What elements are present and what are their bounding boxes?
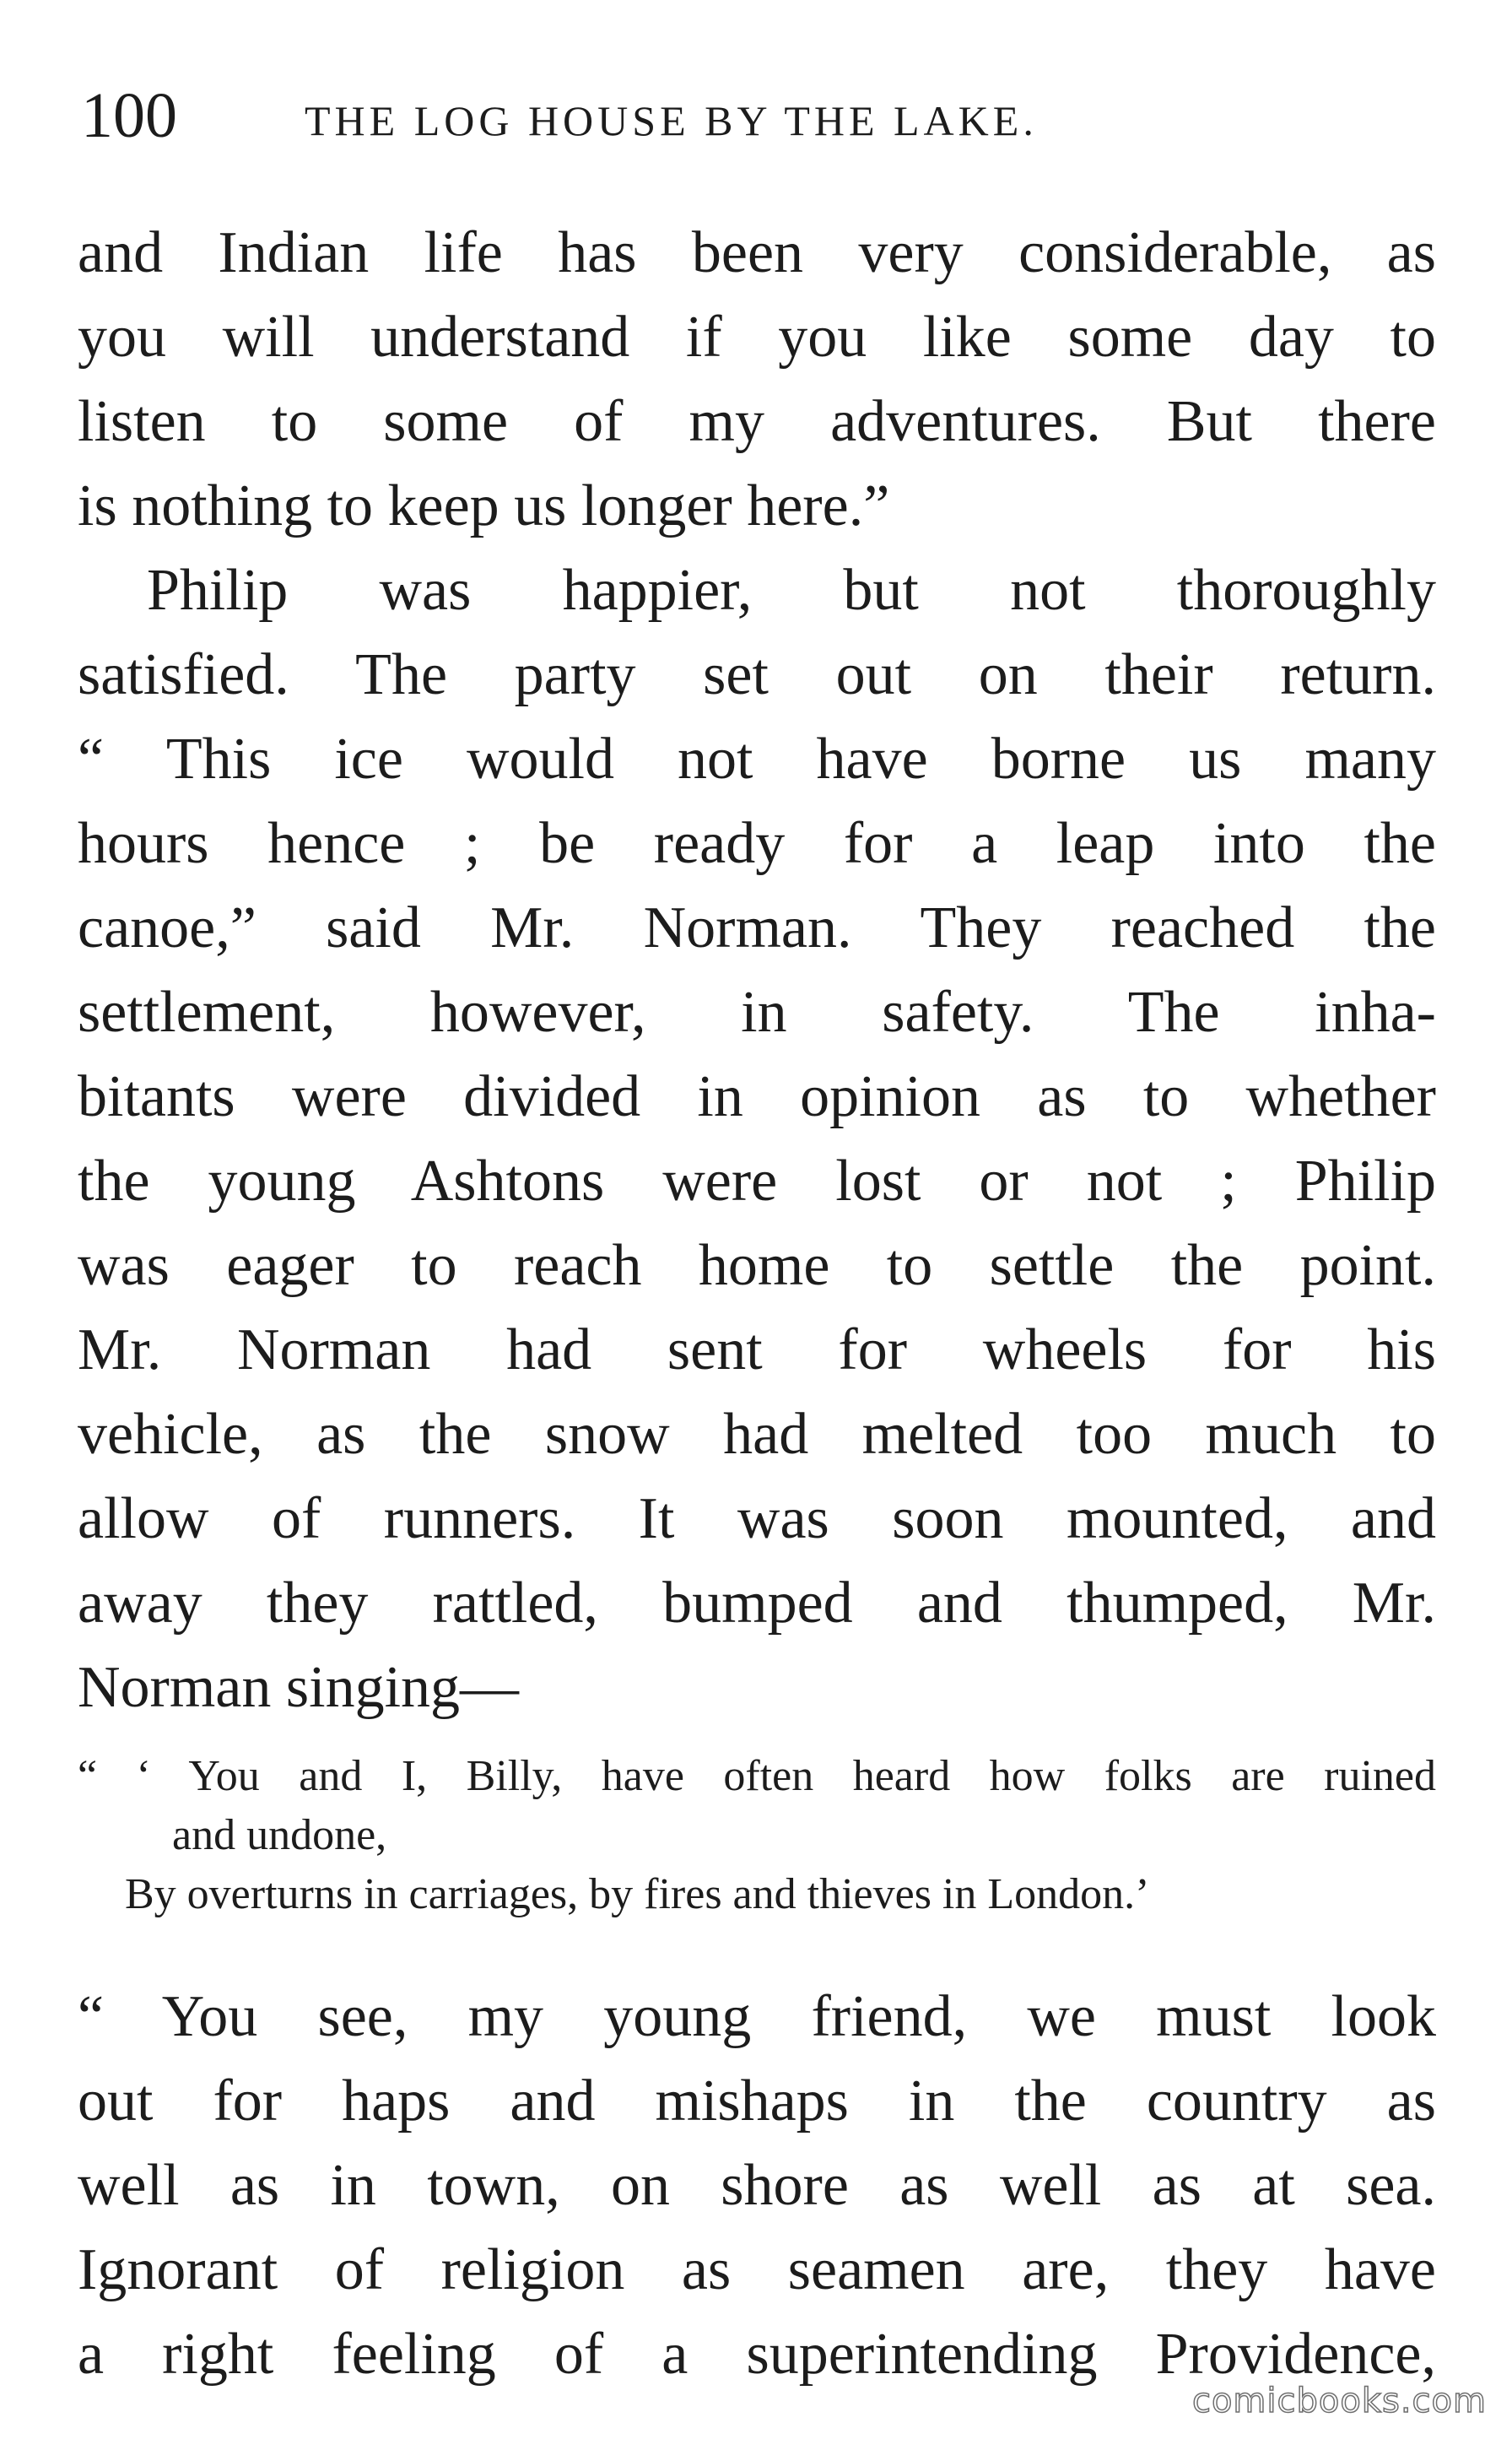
text-line: allow of runners. It was soon mounted, and — [78, 1486, 1436, 1551]
text-line: “ You see, my young friend, we must look — [78, 1984, 1436, 2049]
text-line: and Indian life has been very considerable, as — [78, 220, 1436, 285]
text-line: vehicle, as the snow had melted too much to — [78, 1402, 1436, 1467]
text-line: you will understand if you like some day to — [78, 305, 1436, 370]
text-line: Philip was happier, but not thoroughly — [147, 558, 1436, 623]
text-line: is nothing to keep us longer here.” — [78, 473, 890, 538]
text-line: was eager to reach home to settle the point. — [78, 1233, 1436, 1298]
verse-line: “ ‘ You and I, Billy, have often heard how folks are ruined — [78, 1752, 1436, 1800]
text-line: away they rattled, bumped and thumped, Mr. — [78, 1571, 1436, 1636]
text-line: satisfied. The party set out on their return. — [78, 642, 1436, 707]
text-line: Mr. Norman had sent for wheels for his — [78, 1317, 1436, 1382]
text-line: settlement, however, in safety. The inha- — [78, 980, 1436, 1045]
paragraph-you-see — [78, 1975, 1436, 2397]
watermark: comicbooks.com — [1191, 2382, 1487, 2420]
verse-line: and undone, — [172, 1811, 387, 1859]
verse-quotation — [78, 1747, 1436, 1924]
text-line: Norman singing— — [78, 1655, 520, 1720]
text-line: hours hence ; be ready for a leap into the — [78, 811, 1436, 876]
paragraph-continuation — [78, 211, 1436, 549]
page-header — [81, 78, 1431, 154]
text-line: Ignorant of religion as seamen are, they have — [78, 2237, 1436, 2302]
page-number: 100 — [81, 80, 177, 151]
text-line: out for haps and mishaps in the country as — [78, 2069, 1436, 2133]
text-line: “ This ice would not have borne us many — [78, 727, 1436, 792]
text-line: the young Ashtons were lost or not ; Philip — [78, 1149, 1436, 1214]
text-line: canoe,” said Mr. Norman. They reached the — [78, 895, 1436, 960]
text-line: bitants were divided in opinion as to whether — [78, 1064, 1436, 1129]
text-line: listen to some of my adventures. But there — [78, 389, 1436, 454]
running-head: THE LOG HOUSE BY THE LAKE. — [305, 97, 1038, 144]
verse-line: By overturns in carriages, by fires and thieves in London.’ — [125, 1870, 1150, 1918]
text-line: well as in town, on shore as well as at sea. — [78, 2153, 1436, 2218]
paragraph-philip — [78, 549, 1436, 1730]
text-line: a right feeling of a superintending Providence, — [78, 2322, 1436, 2387]
